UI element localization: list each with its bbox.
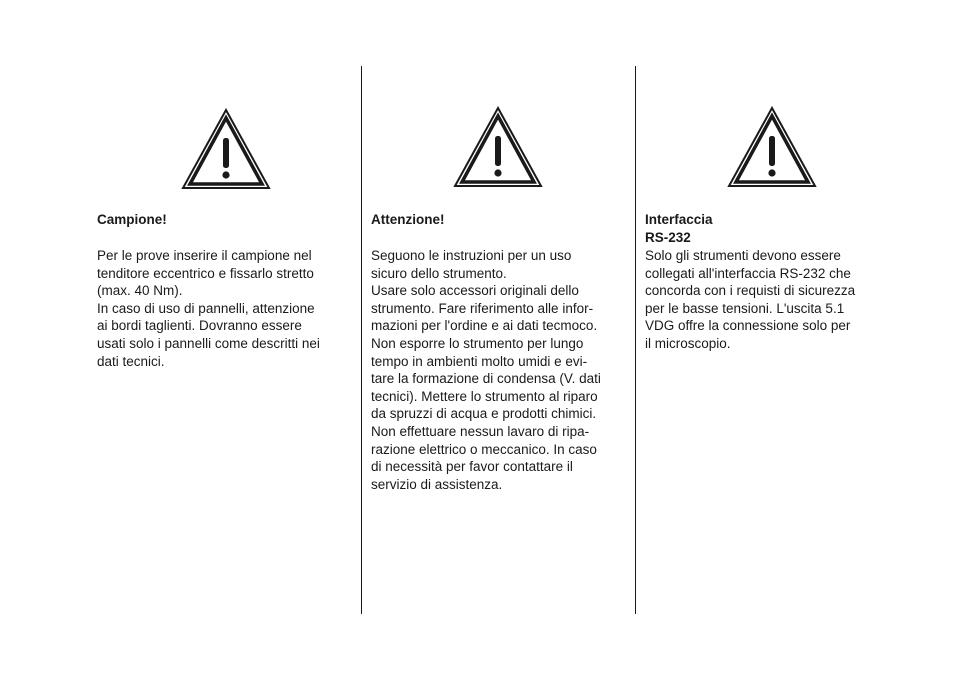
body-line: usati solo i pannelli come descritti nei [97, 335, 320, 351]
body-line: VDG offre la connessione solo per [645, 318, 851, 334]
column-divider-left [361, 66, 362, 614]
body-line: Non effettuare nessun lavaro di ripa- [371, 423, 590, 439]
body-line: Non esporre lo strumento per lungo [371, 335, 584, 351]
body-line: Per le prove inserire il campione nel [97, 248, 312, 263]
body-line: tare la formazione di condensa (V. dati [371, 371, 601, 387]
body-line: tempo in ambienti molto umidi e evi- [371, 353, 588, 369]
body-line: concorda con i requisti di sicurezza [645, 283, 856, 299]
body-line: (max. 40 Nm). [97, 283, 183, 299]
warning-triangle-icon [181, 108, 271, 190]
section-heading: Interfaccia RS-232 [645, 212, 713, 245]
body-line: tecnici). Mettere lo strumento al riparo [371, 388, 598, 404]
body-line: Seguono le instruzioni per un uso [371, 248, 572, 263]
warning-triangle-icon [453, 106, 543, 188]
section-body [97, 247, 320, 370]
body-line: Solo gli strumenti devono essere [645, 248, 841, 263]
column-divider-right [635, 66, 636, 614]
warning-triangle-icon [727, 106, 817, 188]
body-line: servizio di assistenza. [371, 476, 503, 492]
body-line: dati tecnici. [97, 353, 165, 369]
body-line: ai bordi taglienti. Dovranno essere [97, 318, 302, 334]
section-heading: Campione! [97, 212, 167, 227]
body-line: da spruzzi di acqua e prodotti chimici. [371, 406, 597, 422]
body-line: per le basse tensioni. L'uscita 5.1 [645, 300, 845, 316]
body-line: razione elettrico o meccanico. In caso [371, 441, 597, 457]
section-heading: Attenzione! [371, 212, 445, 227]
body-line: mazioni per l'ordine e ai dati tecmoco. [371, 318, 598, 334]
body-line: di necessità per favor contattare il [371, 459, 573, 475]
section-body [645, 247, 855, 353]
body-line: sicuro dello strumento. [371, 265, 507, 281]
body-line: tenditore eccentrico e fissarlo stretto [97, 265, 314, 281]
body-line: il microscopio. [645, 335, 731, 351]
body-line: In caso di uso di pannelli, attenzione [97, 300, 315, 316]
body-line: Usare solo accessori originali dello [371, 283, 579, 299]
body-line: collegati all'interfaccia RS-232 che [645, 265, 851, 281]
section-body [371, 247, 601, 493]
body-line: strumento. Fare riferimento alle infor- [371, 300, 594, 316]
